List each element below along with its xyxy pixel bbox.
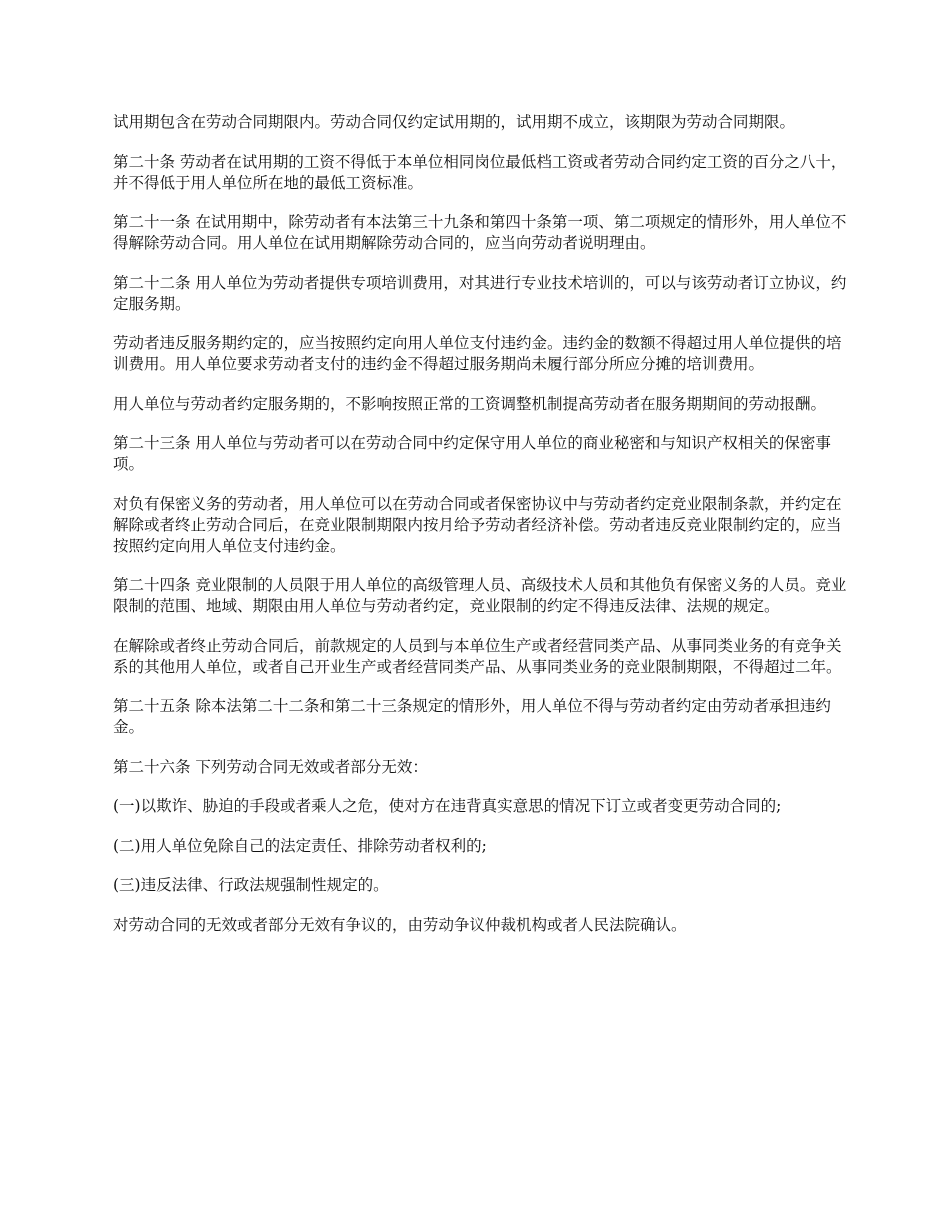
paragraph-article-25: 第二十五条 除本法第二十二条和第二十三条规定的情形外，用人单位不得与劳动者约定由劳动者承担违约金。 (113, 697, 831, 736)
document-body (113, 112, 853, 954)
paragraph-article-21: 第二十一条 在试用期中，除劳动者有本法第三十九条和第四十条第一项、第二项规定的情形外，用人单位不得解除劳动合同。用人单位在试用期解除劳动合同的，应当向劳动者说明理由。 (113, 213, 847, 252)
paragraph-service-period-pay: 用人单位与劳动者约定服务期的，不影响按照正常的工资调整机制提高劳动者在服务期期间的劳动报酬。 (113, 394, 827, 413)
paragraph-non-compete-period: 在解除或者终止劳动合同后，前款规定的人员到与本单位生产或者经营同类产品、从事同类业务的有竞争关系的其他用人单位，或者自己开业生产或者经营同类产品、从事同类业务的竞业限制期限，不得超过二年。 (113, 636, 842, 676)
paragraph-article-23: 第二十三条 用人单位与劳动者可以在劳动合同中约定保守用人单位的商业秘密和与知识产权相关的保密事项。 (113, 434, 831, 473)
paragraph-article-22: 第二十二条 用人单位为劳动者提供专项培训费用，对其进行专业技术培训的，可以与该劳动者订立协议，约定服务期。 (113, 273, 847, 313)
paragraph-non-compete-clause: 对负有保密义务的劳动者，用人单位可以在劳动合同或者保密协议中与劳动者约定竞业限制条款，并约定在解除或者终止劳动合同后，在竞业限制期限内按月给予劳动者经济补偿。劳动者违反竞业限制约定的，应当按照约定向用人单位支付违约金。 (113, 494, 842, 555)
paragraph-trial-period-included: 试用期包含在劳动合同期限内。劳动合同仅约定试用期的，试用期不成立，该期限为劳动合同期限。 (113, 113, 796, 131)
paragraph-article-26: 第二十六条 下列劳动合同无效或者部分无效： (113, 757, 428, 776)
paragraph-item-1: (一)以欺诈、胁迫的手段或者乘人之危，使对方在违背真实意思的情况下订立或者变更劳动合同的; (113, 797, 782, 815)
paragraph-dispute-confirmation: 对劳动合同的无效或者部分无效有争议的，由劳动争议仲裁机构或者人民法院确认。 (113, 915, 687, 934)
paragraph-article-20: 第二十条 劳动者在试用期的工资不得低于本单位相同岗位最低档工资或者劳动合同约定工资的百分之八十，并不得低于用人单位所在地的最低工资标准。 (113, 152, 847, 192)
paragraph-item-2: (二)用人单位免除自己的法定责任、排除劳动者权利的; (113, 836, 487, 855)
paragraph-item-3: (三)违反法律、行政法规强制性规定的。 (113, 876, 389, 894)
paragraph-article-24: 第二十四条 竞业限制的人员限于用人单位的高级管理人员、高级技术人员和其他负有保密义务的人员。竞业限制的范围、地域、期限由用人单位与劳动者约定，竞业限制的约定不得违反法律、法规的规定。 (113, 576, 847, 615)
paragraph-service-period-breach: 劳动者违反服务期约定的，应当按照约定向用人单位支付违约金。违约金的数额不得超过用人单位提供的培训费用。用人单位要求劳动者支付的违约金不得超过服务期尚未履行部分所应分摊的培训费用。 (113, 334, 842, 373)
